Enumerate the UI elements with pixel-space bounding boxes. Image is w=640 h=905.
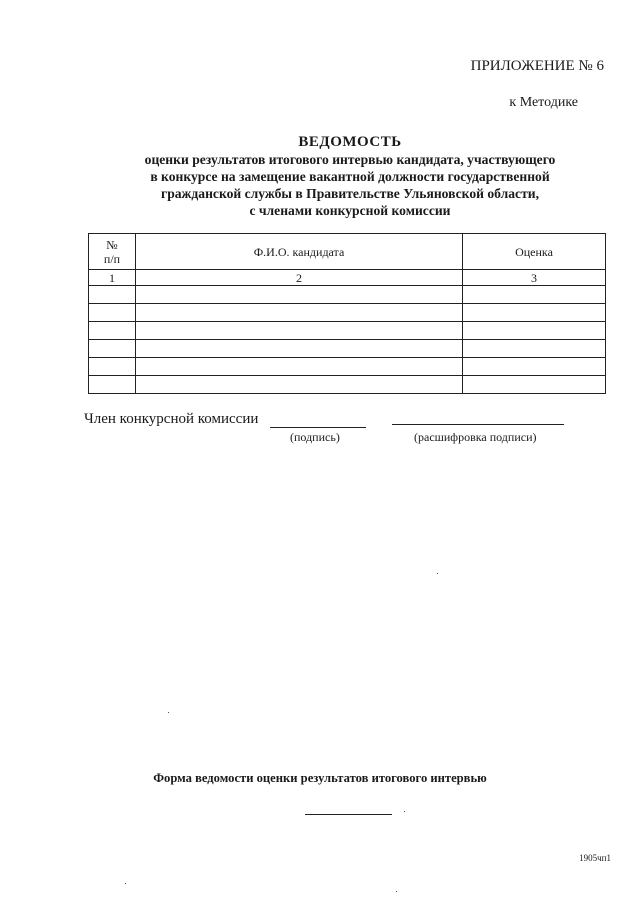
table-row (89, 358, 606, 376)
column-number: 3 (463, 270, 606, 286)
table-cell (89, 340, 136, 358)
name-decoding-line (392, 424, 564, 425)
table-cell (136, 322, 463, 340)
name-decoding-caption: (расшифровка подписи) (414, 430, 537, 444)
signature-label: Член конкурсной комиссии (84, 411, 259, 427)
table-row (89, 376, 606, 394)
scan-speck (125, 883, 126, 884)
table-cell (89, 304, 136, 322)
table-cell (89, 286, 136, 304)
table-cell (89, 358, 136, 376)
table-row (89, 340, 606, 358)
title-line: в конкурсе на замещение вакантной должности государственной (150, 169, 550, 184)
table-cell (136, 340, 463, 358)
table-cell (136, 286, 463, 304)
column-header-candidate-name: Ф.И.О. кандидата (136, 234, 463, 270)
table-cell (463, 286, 606, 304)
scan-speck (404, 811, 405, 812)
table-cell (89, 322, 136, 340)
table-cell (463, 322, 606, 340)
document-title (90, 133, 610, 219)
title-line: с членами конкурсной комиссии (249, 203, 451, 218)
signature-caption: (подпись) (290, 430, 340, 444)
column-number: 1 (89, 270, 136, 286)
table-cell (136, 376, 463, 394)
table-cell (463, 304, 606, 322)
table-cell (89, 376, 136, 394)
column-number: 2 (136, 270, 463, 286)
column-numbering-row (89, 270, 606, 286)
table-header-row (89, 234, 606, 270)
table-cell (463, 358, 606, 376)
table-row (89, 286, 606, 304)
footer-rule (305, 814, 392, 815)
appendix-number: ПРИЛОЖЕНИЕ № 6 (470, 58, 604, 74)
scan-speck (168, 712, 169, 713)
title-main: ВЕДОМОСТЬ (298, 134, 402, 150)
signature-line (270, 427, 366, 428)
table-row (89, 304, 606, 322)
appendix-reference: к Методике (509, 95, 578, 110)
signature-block (84, 411, 604, 451)
table-cell (136, 304, 463, 322)
table-cell (463, 340, 606, 358)
scan-speck (437, 573, 438, 574)
assessment-table (88, 233, 606, 394)
scan-speck (396, 891, 397, 892)
table-cell (463, 376, 606, 394)
form-caption: Форма ведомости оценки результатов итогового интервью (153, 771, 487, 785)
title-line: оценки результатов итогового интервью кандидата, участвующего (144, 152, 556, 167)
table-row (89, 322, 606, 340)
column-header-number: № п/п (89, 234, 136, 270)
title-line: гражданской службы в Правительстве Ульяновской области, (161, 186, 539, 201)
table-cell (136, 358, 463, 376)
document-code: 1905чп1 (579, 853, 611, 863)
column-header-score: Оценка (463, 234, 606, 270)
